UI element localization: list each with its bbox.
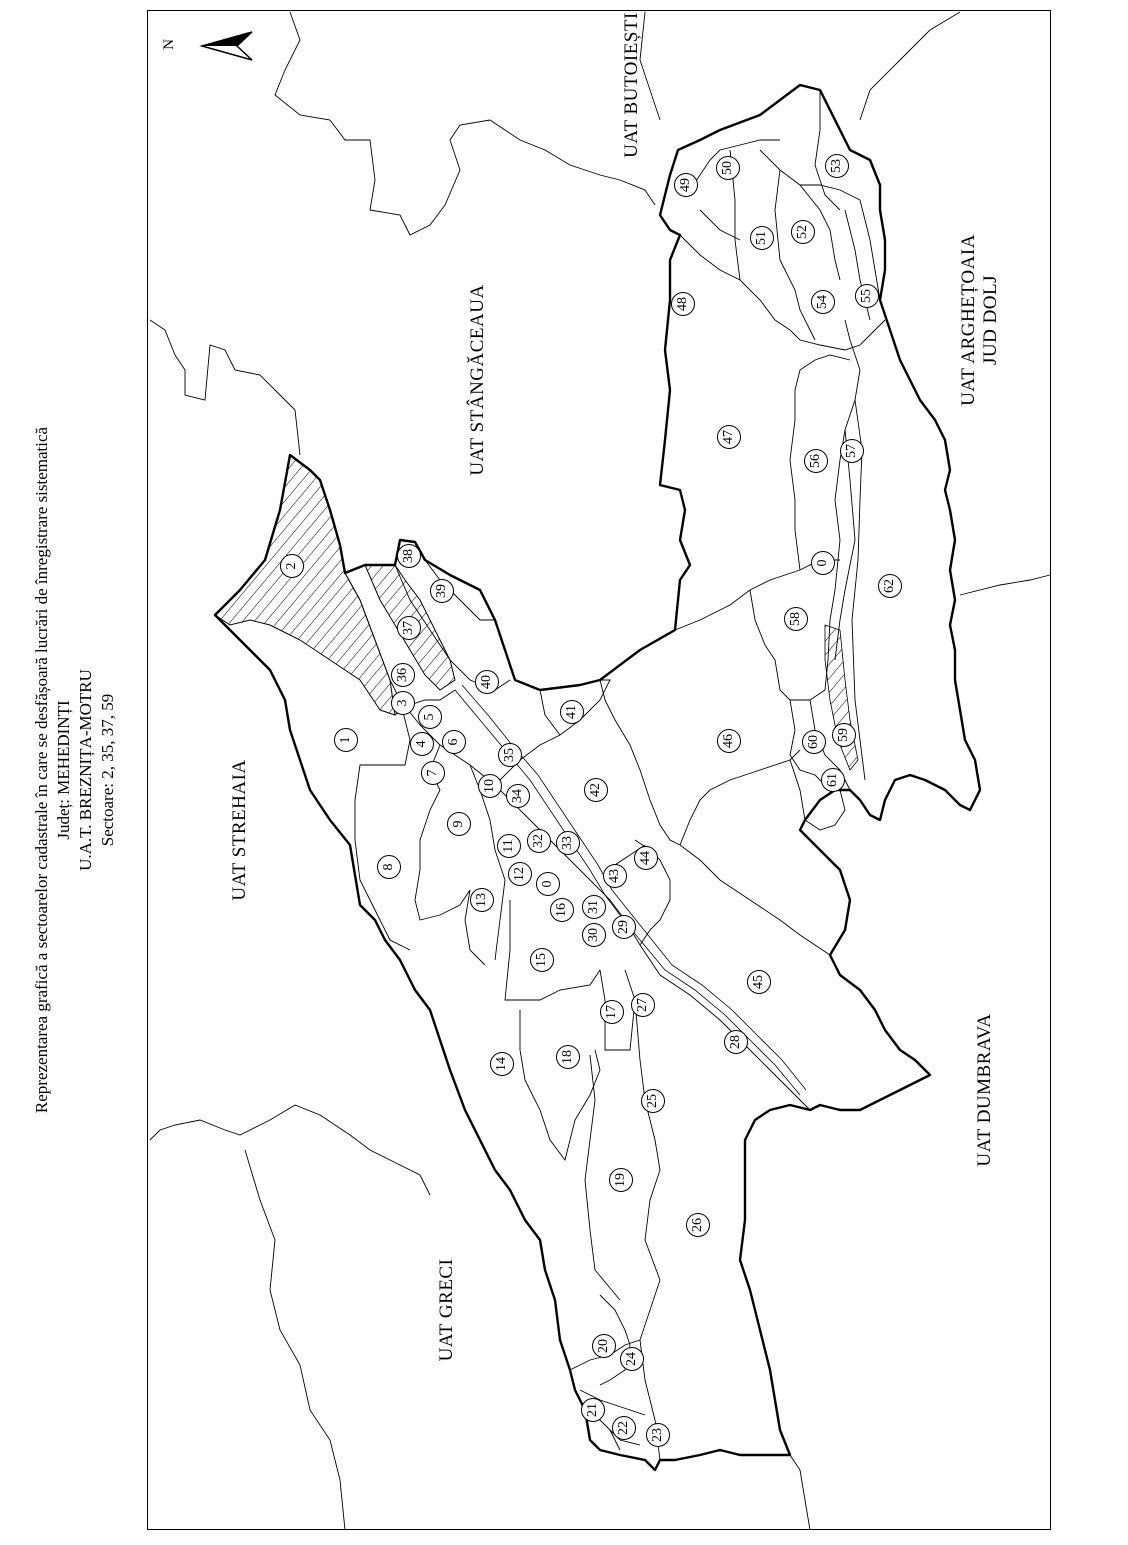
- sector-marker-11[interactable]: 11: [497, 834, 521, 858]
- sector-marker-27[interactable]: 27: [631, 993, 655, 1017]
- title-line-4: Sectoare: 2, 35, 37, 59: [98, 693, 117, 847]
- sector-marker-50[interactable]: 50: [716, 156, 740, 180]
- sector-marker-55[interactable]: 55: [855, 284, 879, 308]
- sector-marker-31[interactable]: 31: [582, 895, 606, 919]
- sector-marker-43[interactable]: 43: [603, 864, 627, 888]
- sector-marker-15[interactable]: 15: [530, 948, 554, 972]
- title-line-1: Reprezentarea grafică a sectoarelor cadastrale în care se desfășoară lucrări de înregistrare sistematică: [32, 426, 51, 1114]
- neighbor-boundaries: [150, 12, 1050, 1530]
- sector-marker-8[interactable]: 8: [377, 855, 401, 879]
- sector-marker-2[interactable]: 2: [280, 554, 304, 578]
- sector-marker-44[interactable]: 44: [634, 846, 658, 870]
- sector-marker-40[interactable]: 40: [475, 670, 499, 694]
- label-uat-greci: UAT GRECI: [436, 1258, 457, 1362]
- sector-marker-17[interactable]: 17: [600, 1000, 624, 1024]
- sector-marker-21[interactable]: 21: [581, 1398, 605, 1422]
- sector-marker-56[interactable]: 56: [804, 449, 828, 473]
- label-uat-strehaia: UAT STREHAIA: [229, 759, 250, 901]
- sector-marker-37[interactable]: 37: [397, 616, 421, 640]
- label-uat-argetoaia: [958, 234, 1002, 406]
- sector-marker-49[interactable]: 49: [674, 173, 698, 197]
- sector-marker-57[interactable]: 57: [840, 439, 864, 463]
- sector-marker-14[interactable]: 14: [490, 1052, 514, 1076]
- sector-marker-48[interactable]: 48: [671, 292, 695, 316]
- sector-marker-47[interactable]: 47: [717, 425, 741, 449]
- north-label: N: [160, 39, 177, 50]
- sector-marker-23[interactable]: 23: [646, 1423, 670, 1447]
- sector-marker-45[interactable]: 45: [747, 970, 771, 994]
- sector-marker-22[interactable]: 22: [612, 1416, 636, 1440]
- sector-marker-5[interactable]: 5: [418, 705, 442, 729]
- sector-marker-0-east[interactable]: 0: [811, 551, 835, 575]
- sector-marker-42[interactable]: 42: [584, 778, 608, 802]
- sector-marker-36[interactable]: 36: [391, 663, 415, 687]
- sector-marker-35[interactable]: 35: [498, 743, 522, 767]
- sector-marker-16[interactable]: 16: [550, 898, 574, 922]
- sector-marker-41[interactable]: 41: [560, 700, 584, 724]
- sector-marker-52[interactable]: 52: [791, 220, 815, 244]
- sector-marker-58[interactable]: 58: [784, 607, 808, 631]
- sector-marker-10[interactable]: 10: [478, 774, 502, 798]
- sector-marker-38[interactable]: 38: [397, 544, 421, 568]
- north-arrow-icon: [172, 28, 262, 68]
- sector-marker-33[interactable]: 33: [556, 831, 580, 855]
- sector-marker-60[interactable]: 60: [802, 730, 826, 754]
- sector-marker-24[interactable]: 24: [620, 1347, 644, 1371]
- sector-marker-3[interactable]: 3: [391, 691, 415, 715]
- label-uat-stangaceaua: UAT STÂNGĂCEAUA: [467, 284, 488, 476]
- title-line-2: Județ: MEHEDINȚI: [54, 700, 73, 840]
- sector-marker-34[interactable]: 34: [506, 784, 530, 808]
- sector-marker-26[interactable]: 26: [686, 1213, 710, 1237]
- sector-marker-51[interactable]: 51: [750, 226, 774, 250]
- sector-marker-4[interactable]: 4: [410, 732, 434, 756]
- sector-marker-59[interactable]: 59: [832, 723, 856, 747]
- label-uat-argetoaia-line2: JUD DOLJ: [980, 274, 1001, 366]
- north-arrow: [160, 28, 262, 73]
- sector-marker-13[interactable]: 13: [470, 888, 494, 912]
- sector-marker-46[interactable]: 46: [717, 729, 741, 753]
- sector-marker-28[interactable]: 28: [724, 1030, 748, 1054]
- sector-marker-20[interactable]: 20: [592, 1334, 616, 1358]
- sector-marker-0-center[interactable]: 0: [536, 872, 560, 896]
- sector-2-area: [215, 455, 395, 715]
- label-uat-butoiesti: UAT BUTOIEȘTI: [621, 12, 642, 158]
- sector-marker-61[interactable]: 61: [821, 768, 845, 792]
- sector-marker-7[interactable]: 7: [421, 761, 445, 785]
- sector-marker-9[interactable]: 9: [447, 812, 471, 836]
- sector-marker-53[interactable]: 53: [825, 154, 849, 178]
- sector-marker-29[interactable]: 29: [612, 915, 636, 939]
- title-line-3: U.A.T. BREZNIȚA-MOTRU: [76, 669, 95, 871]
- label-uat-argetoaia-line1: UAT ARGHEȚOAIA: [958, 234, 979, 406]
- hatched-sectors: [215, 455, 858, 770]
- sector-marker-30[interactable]: 30: [582, 923, 606, 947]
- sector-marker-39[interactable]: 39: [430, 579, 454, 603]
- sector-marker-1[interactable]: 1: [334, 728, 358, 752]
- sector-marker-32[interactable]: 32: [527, 829, 551, 853]
- sector-marker-54[interactable]: 54: [811, 290, 835, 314]
- sector-marker-62[interactable]: 62: [878, 574, 902, 598]
- sector-marker-12[interactable]: 12: [508, 862, 532, 886]
- sector-marker-25[interactable]: 25: [641, 1089, 665, 1113]
- sector-marker-6[interactable]: 6: [442, 730, 466, 754]
- sector-marker-18[interactable]: 18: [556, 1045, 580, 1069]
- sector-marker-19[interactable]: 19: [609, 1168, 633, 1192]
- label-uat-dumbrava: UAT DUMBRAVA: [974, 1013, 995, 1167]
